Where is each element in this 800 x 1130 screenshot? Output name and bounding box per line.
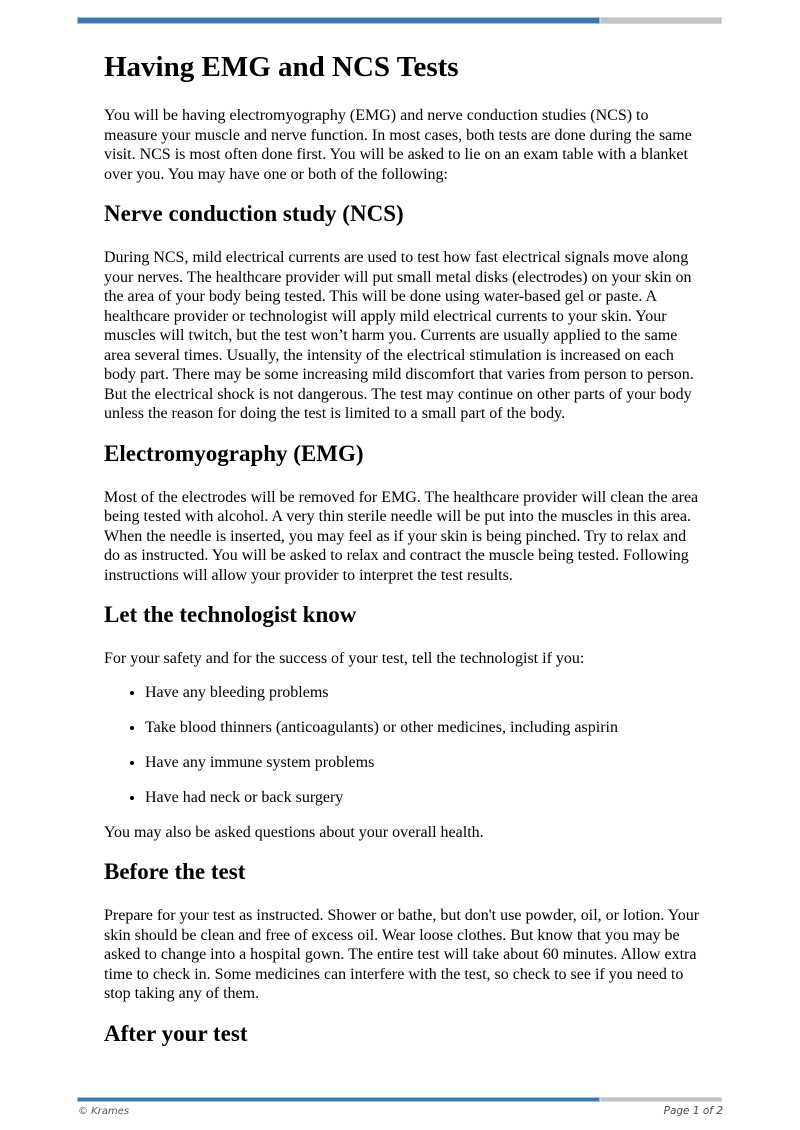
section-heading-after-test: After your test [104, 1020, 248, 1046]
section-paragraph-overall-health: You may also be asked questions about your overall health. [104, 823, 484, 841]
footer-page-number: Page 1 of 2 [663, 1105, 723, 1117]
section-heading-ncs: Nerve conduction study (NCS) [104, 201, 404, 226]
header-rule [77, 17, 722, 24]
footer-copyright: © Krames [78, 1106, 130, 1117]
section-heading-technologist: Let the technologist know [104, 602, 357, 627]
page-footer [0, 1097, 800, 1117]
footer-rule [77, 1097, 722, 1102]
header-rule-gray-segment [600, 17, 722, 24]
section-heading-emg: Electromyography (EMG) [104, 440, 364, 466]
page-title: Having EMG and NCS Tests [104, 51, 459, 83]
section-paragraph-before-test: Prepare for your test as instructed. Shower or bathe, but don't use powder, oil, or lotion. Your skin should be clean and free of excess oil. Wear loose clothes. But know that you may be asked to change into a hospital gown. The entire test will take about 60 minutes. Allow extra time to check in. Some medicines can interfere with the test, so check to see if you need to stop taking any of them. [104, 907, 700, 1002]
section-paragraph-ncs: During NCS, mild electrical currents are used to test how fast electrical signals move along your nerves. The healthcare provider will put small metal disks (electrodes) on your skin on the area of your body being tested. This will be done using water-based gel or paste. A healthcare provider or technologist will apply mild electrical currents to your skin. Your muscles will twitch, but the test won’t harm you. Currents are usually applied to the same area several times. Usually, the intensity of the electrical stimulation is increased on each body part. There may be some increasing mild discomfort that varies from person to person. But the electrical shock is not dangerous. The test may continue on other parts of your body unless the reason for doing the test is limited to a small part of the body. [104, 249, 694, 422]
section-heading-before-test: Before the test [104, 859, 246, 884]
section-paragraph-emg: Most of the electrodes will be removed for EMG. The healthcare provider will clean the area being tested with alcohol. A very thin sterile needle will be put into the muscles in this area. When the needle is inserted, you may feel as if your skin is being pinched. Try to relax and do as instructed. You will be asked to relax and contract the muscle being tested. Following instructions will allow your provider to interpret the test results. [104, 488, 699, 584]
list-item-bleeding: • Have any bleeding problems [145, 683, 700, 703]
list-item-surgery: • Have had neck or back surgery [145, 788, 700, 808]
section-paragraph-technologist-intro: For your safety and for the success of your test, tell the technologist if you: [104, 650, 585, 667]
footer-rule-blue-segment [77, 1097, 600, 1102]
footer-meta [78, 1105, 723, 1117]
list-item-blood-thinners: • Take blood thinners (anticoagulants) or other medicines, including aspirin [145, 718, 700, 738]
technologist-checklist [104, 683, 700, 808]
header-rule-blue-segment [77, 17, 600, 24]
intro-paragraph: You will be having electromyography (EMG) and nerve conduction studies (NCS) to measure your muscle and nerve function. In most cases, both tests are done during the same visit. NCS is most often done first. You will be asked to lie on an exam table with a blanket over you. You may have one or both of the following: [104, 107, 692, 183]
document-body [104, 49, 700, 1047]
list-item-immune: • Have any immune system problems [145, 753, 700, 773]
footer-rule-gray-segment [600, 1097, 722, 1102]
